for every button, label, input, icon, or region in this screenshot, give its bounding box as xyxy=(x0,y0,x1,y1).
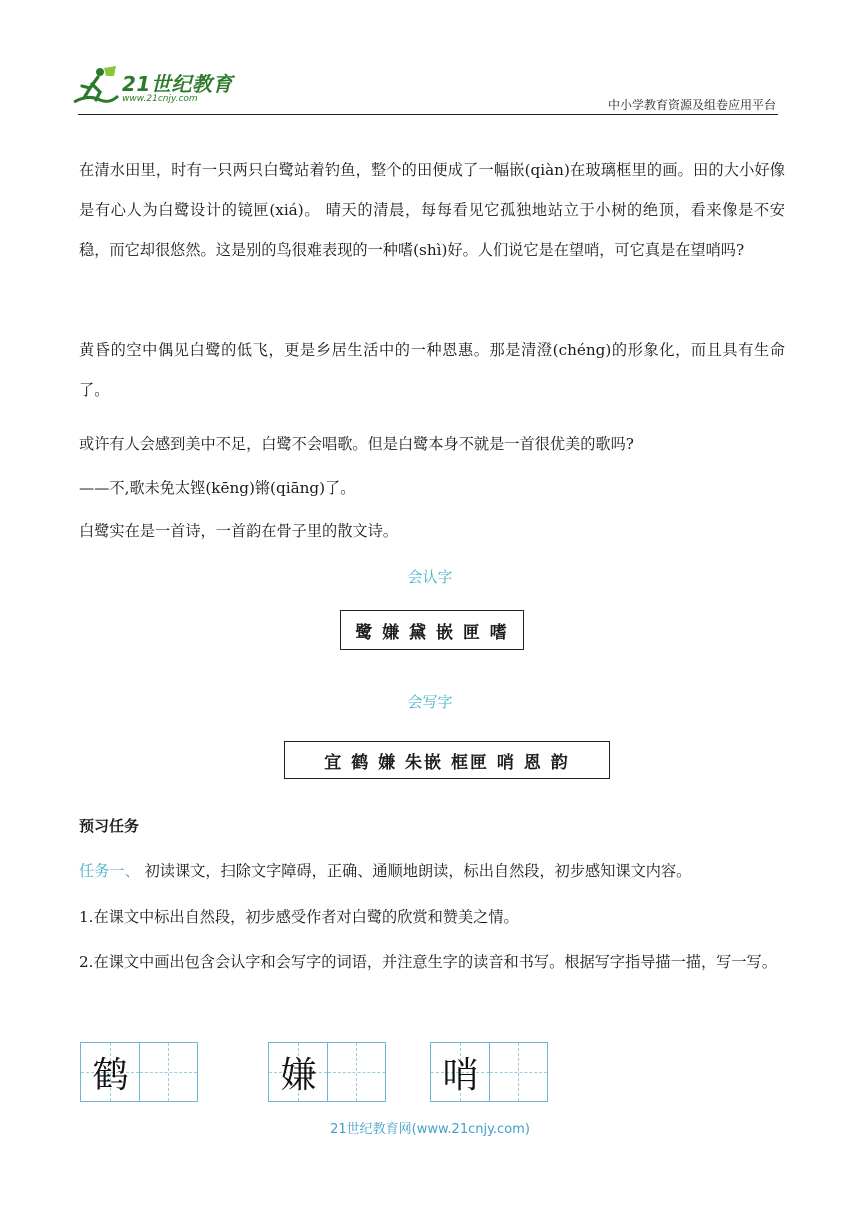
practice-char: 哨 xyxy=(442,1054,479,1096)
logo-text: 21世纪教育 xyxy=(122,72,233,96)
site-logo xyxy=(70,64,260,110)
recognize-chars-box: 鹭 嫌 黛 嵌 匣 嗜 xyxy=(340,610,524,650)
recognize-heading: 会认字 xyxy=(407,568,453,586)
header-tagline: 中小学教育资源及组卷应用平台 xyxy=(607,98,776,112)
header-divider xyxy=(78,114,778,115)
paragraph-2: 黄昏的空中偶见白鹭的低飞，更是乡居生活中的一种恩惠。那是清澄(chéng)的形象化，而且具有生命了。 xyxy=(79,341,785,399)
task-1-label: 任务一、 xyxy=(79,862,140,880)
runner-logo-icon xyxy=(70,64,120,108)
paragraph-4: ——不,歌未免太铿(kēng)锵(qiāng)了。 xyxy=(79,479,356,497)
writing-cell xyxy=(81,1043,139,1101)
task-1 xyxy=(79,851,785,891)
writing-grid-3 xyxy=(430,1042,548,1102)
write-chars-box: 宜 鹤 嫌 朱嵌 框匣 哨 恩 韵 xyxy=(284,741,610,779)
logo-url: www.21cnjy.com xyxy=(122,94,198,104)
writing-cell xyxy=(431,1043,489,1101)
task-item-2: 2.在课文中画出包含会认字和会写字的词语，并注意生字的读音和书写。根据写字指导描一描，写一写。 xyxy=(79,953,777,971)
footer-link[interactable]: 21世纪教育网(www.21cnjy.com) xyxy=(330,1122,530,1137)
writing-cell xyxy=(489,1043,547,1101)
writing-cell xyxy=(139,1043,197,1101)
paragraph-3: 或许有人会感到美中不足，白鹭不会唱歌。但是白鹭本身不就是一首很优美的歌吗? xyxy=(79,435,634,453)
practice-char: 嫌 xyxy=(280,1054,317,1096)
writing-grid-1 xyxy=(80,1042,198,1102)
paragraph-1: 在清水田里，时有一只两只白鹭站着钓鱼，整个的田便成了一幅嵌(qiàn)在玻璃框里的画。田的大小好像是有心人为白鹭设计的镜匣(xiá)。 晴天的清晨，每每看见它孤独地站立于小树的绝顶，看来像是不安稳，而它却很悠然。这是别的鸟很难表现的一种嗜(shì)好。人们说它是在望哨，可它真是在望哨吗? xyxy=(79,161,785,259)
practice-char: 鹤 xyxy=(92,1054,129,1096)
writing-cell xyxy=(269,1043,327,1101)
task-item-1: 1.在课文中标出自然段，初步感受作者对白鹭的欣赏和赞美之情。 xyxy=(79,908,519,926)
task-1-text: 初读课文，扫除文字障碍，正确、通顺地朗读，标出自然段，初步感知课文内容。 xyxy=(139,862,692,880)
write-heading: 会写字 xyxy=(407,693,453,711)
writing-grid-2 xyxy=(268,1042,386,1102)
preview-title: 预习任务 xyxy=(79,817,140,835)
paragraph-5: 白鹭实在是一首诗，一首韵在骨子里的散文诗。 xyxy=(79,522,398,540)
writing-cell xyxy=(327,1043,385,1101)
